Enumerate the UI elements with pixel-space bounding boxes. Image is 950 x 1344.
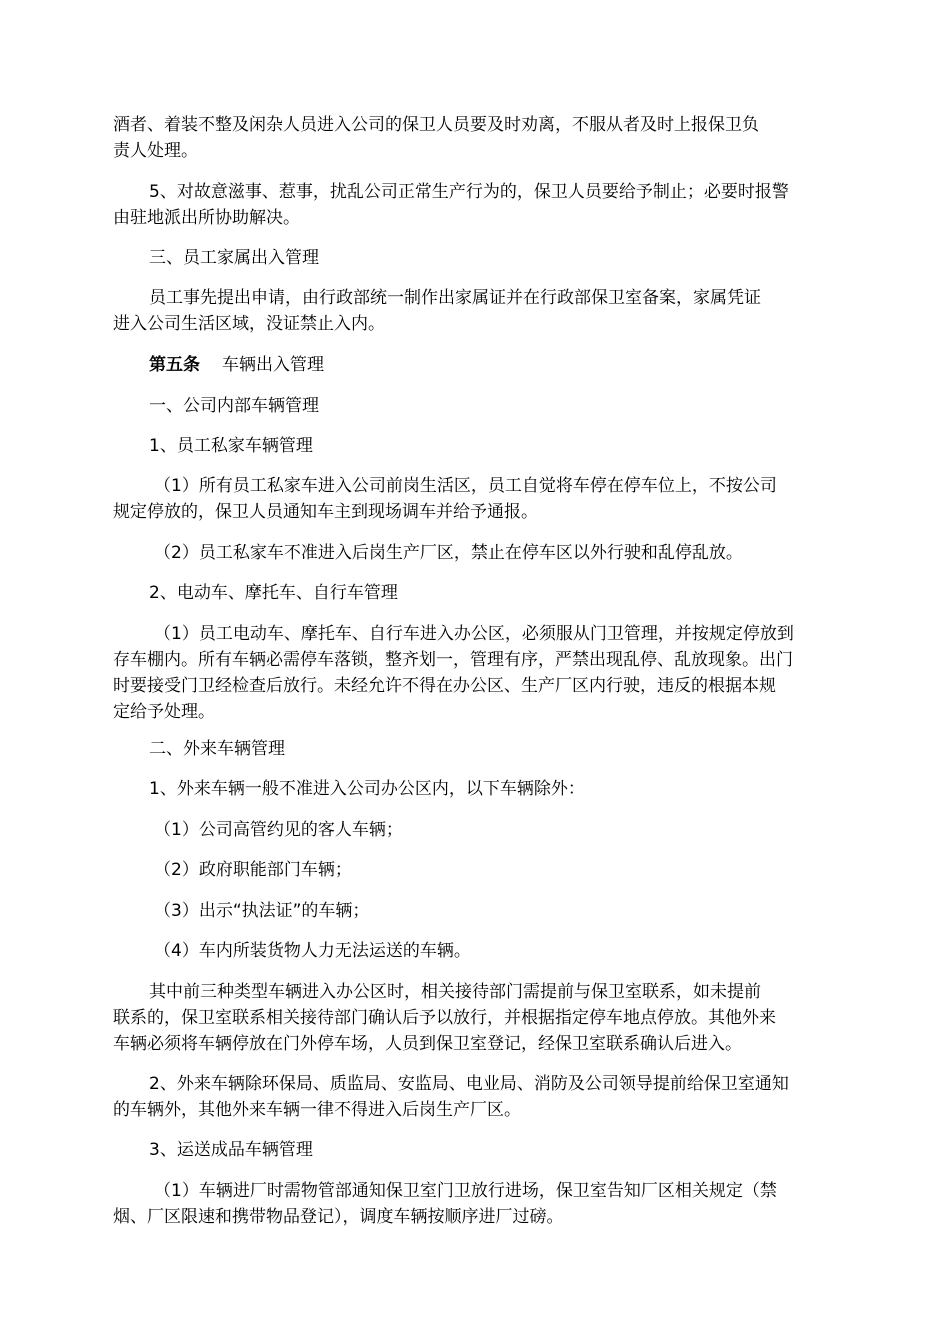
text-line: （2）政府职能部门车辆； xyxy=(154,860,352,880)
article-heading xyxy=(113,352,843,378)
paragraph-visitor-removal xyxy=(113,112,843,164)
section-heading-internal xyxy=(113,393,843,419)
text-line: （2）员工私家车不准进入后岗生产厂区，禁止在停车区以外行驶和乱停乱放。 xyxy=(154,543,743,563)
heading-text: 3、运送成品车辆管理 xyxy=(149,1140,313,1160)
paragraph-private-car-2 xyxy=(113,540,843,566)
article-title: 车辆出入管理 xyxy=(222,355,324,375)
text-line: 进入公司生活区域，没证禁止入内。 xyxy=(113,314,385,334)
text-line: （4）车内所装货物人力无法运送的车辆。 xyxy=(154,941,471,961)
list-item-exception-1 xyxy=(113,817,843,843)
heading-text: 1、员工私家车辆管理 xyxy=(149,436,313,456)
heading-text: 二、外来车辆管理 xyxy=(149,739,285,759)
section-heading-family xyxy=(113,245,843,271)
text-line: 其中前三种类型车辆进入办公区时，相关接待部门需提前与保卫室联系，如未提前 xyxy=(149,982,761,1002)
subsection-private-cars xyxy=(113,433,843,459)
text-line: （1）车辆进厂时需物管部通知保卫室门卫放行进场，保卫室告知厂区相关规定（禁 xyxy=(154,1181,777,1201)
paragraph-private-car-1 xyxy=(113,473,843,525)
subsection-finished-goods xyxy=(113,1137,843,1163)
text-line: 1、外来车辆一般不准进入公司办公区内，以下车辆除外： xyxy=(149,779,585,799)
section-heading-external xyxy=(113,736,843,762)
paragraph-external-registration xyxy=(113,979,843,1057)
text-line: （3）出示“执法证”的车辆； xyxy=(154,901,370,921)
article-number: 第五条 xyxy=(149,355,200,375)
text-line: （1）公司高管约见的客人车辆； xyxy=(154,820,403,840)
paragraph-two-wheelers-1 xyxy=(113,621,843,725)
text-line: （1）所有员工私家车进入公司前岗生活区，员工自觉将车停在停车位上，不按公司 xyxy=(154,476,777,496)
paragraph-external-2 xyxy=(113,1071,843,1123)
text-line: 时要接受门卫经检查后放行。未经允许不得在办公区、生产厂区内行驶，违反的根据本规 xyxy=(113,676,776,696)
text-line: 员工事先提出申请，由行政部统一制作出家属证并在行政部保卫室备案，家属凭证 xyxy=(149,288,761,308)
paragraph-external-1 xyxy=(113,776,843,802)
list-item-exception-4 xyxy=(113,938,843,964)
heading-text: 三、员工家属出入管理 xyxy=(149,248,319,268)
list-item-exception-3 xyxy=(113,898,843,924)
text-line: （1）员工电动车、摩托车、自行车进入办公区，必须服从门卫管理，并按规定停放到 xyxy=(154,624,794,644)
text-line: 酒者、着装不整及闲杂人员进入公司的保卫人员要及时劝离，不服从者及时上报保卫负 xyxy=(113,115,759,135)
text-line: 2、外来车辆除环保局、质监局、安监局、电业局、消防及公司领导提前给保卫室通知 xyxy=(149,1074,789,1094)
text-line: 5、对故意滋事、惹事，扰乱公司正常生产行为的，保卫人员要给予制止；必要时报警 xyxy=(149,182,789,202)
text-line: 由驻地派出所协助解决。 xyxy=(113,208,300,228)
list-item-exception-2 xyxy=(113,857,843,883)
heading-text: 一、公司内部车辆管理 xyxy=(149,396,319,416)
subsection-two-wheelers xyxy=(113,580,843,606)
paragraph-family-pass xyxy=(113,285,843,337)
heading-text: 2、电动车、摩托车、自行车管理 xyxy=(149,583,398,603)
text-line: 存车棚内。所有车辆必需停车落锁，整齐划一，管理有序，严禁出现乱停、乱放现象。出门 xyxy=(113,650,793,670)
paragraph-finished-goods-1 xyxy=(113,1178,843,1230)
text-line: 的车辆外，其他外来车辆一律不得进入后岗生产厂区。 xyxy=(113,1100,521,1120)
text-line: 定给予处理。 xyxy=(113,702,215,722)
text-line: 责人处理。 xyxy=(113,141,198,161)
text-line: 车辆必须将车辆停放在门外停车场，人员到保卫室登记，经保卫室联系确认后进入。 xyxy=(113,1034,742,1054)
paragraph-item-5 xyxy=(113,179,843,231)
text-line: 规定停放的，保卫人员通知车主到现场调车并给予通报。 xyxy=(113,502,538,522)
text-line: 烟、厂区限速和携带物品登记），调度车辆按顺序进厂过磅。 xyxy=(113,1207,564,1227)
text-line: 联系的，保卫室联系相关接待部门确认后予以放行，并根据指定停车地点停放。其他外来 xyxy=(113,1008,776,1028)
